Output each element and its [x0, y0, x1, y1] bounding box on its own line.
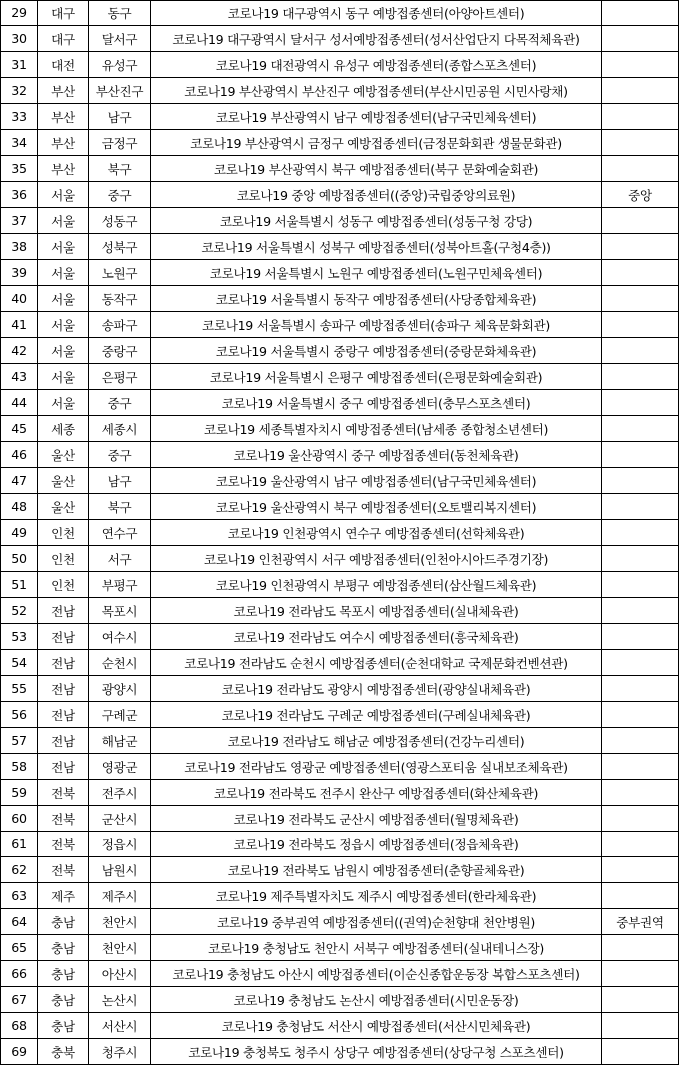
- center-type-cell: [602, 701, 679, 727]
- district-cell: 은평구: [89, 364, 151, 390]
- province-cell: 충남: [38, 1013, 89, 1039]
- row-number-cell: 68: [1, 1013, 38, 1039]
- center-name-cell: 코로나19 충청남도 서산시 예방접종센터(서산시민체육관): [151, 1013, 602, 1039]
- district-cell: 서구: [89, 545, 151, 571]
- province-cell: 전북: [38, 831, 89, 857]
- table-row: [1, 416, 679, 442]
- district-cell: 군산시: [89, 805, 151, 831]
- province-cell: 전남: [38, 597, 89, 623]
- province-cell: 전남: [38, 753, 89, 779]
- table-row: [1, 675, 679, 701]
- center-name-cell: 코로나19 부산광역시 부산진구 예방접종센터(부산시민공원 시민사랑채): [151, 78, 602, 104]
- province-cell: 서울: [38, 182, 89, 208]
- district-cell: 중구: [89, 182, 151, 208]
- center-type-cell: [602, 312, 679, 338]
- center-name-cell: 코로나19 제주특별자치도 제주시 예방접종센터(한라체육관): [151, 883, 602, 909]
- center-type-cell: [602, 597, 679, 623]
- center-type-cell: [602, 1039, 679, 1065]
- district-cell: 성동구: [89, 208, 151, 234]
- district-cell: 북구: [89, 156, 151, 182]
- row-number-cell: 58: [1, 753, 38, 779]
- district-cell: 연수구: [89, 519, 151, 545]
- center-type-cell: [602, 571, 679, 597]
- row-number-cell: 66: [1, 961, 38, 987]
- district-cell: 중랑구: [89, 338, 151, 364]
- center-type-cell: [602, 779, 679, 805]
- table-row: [1, 727, 679, 753]
- center-type-cell: [602, 416, 679, 442]
- table-row: [1, 52, 679, 78]
- center-name-cell: 코로나19 전라남도 순천시 예방접종센터(순천대학교 국제문화컨벤션관): [151, 649, 602, 675]
- province-cell: 서울: [38, 312, 89, 338]
- table-row: [1, 545, 679, 571]
- row-number-cell: 56: [1, 701, 38, 727]
- center-name-cell: 코로나19 대구광역시 달서구 성서예방접종센터(성서산업단지 다목적체육관): [151, 26, 602, 52]
- table-row: [1, 987, 679, 1013]
- center-name-cell: 코로나19 부산광역시 북구 예방접종센터(북구 문화예술회관): [151, 156, 602, 182]
- center-name-cell: 코로나19 인천광역시 부평구 예방접종센터(삼산월드체육관): [151, 571, 602, 597]
- center-name-cell: 코로나19 전라남도 여수시 예방접종센터(흥국체육관): [151, 623, 602, 649]
- center-name-cell: 코로나19 중앙 예방접종센터((중앙)국립중앙의료원): [151, 182, 602, 208]
- district-cell: 중구: [89, 441, 151, 467]
- row-number-cell: 46: [1, 441, 38, 467]
- center-name-cell: 코로나19 충청남도 천안시 서북구 예방접종센터(실내테니스장): [151, 935, 602, 961]
- row-number-cell: 37: [1, 208, 38, 234]
- district-cell: 남원시: [89, 857, 151, 883]
- province-cell: 충남: [38, 909, 89, 935]
- center-type-cell: [602, 26, 679, 52]
- province-cell: 대구: [38, 0, 89, 26]
- center-type-cell: [602, 935, 679, 961]
- center-name-cell: 코로나19 서울특별시 성동구 예방접종센터(성동구청 강당): [151, 208, 602, 234]
- center-name-cell: 코로나19 대전광역시 유성구 예방접종센터(종합스포츠센터): [151, 52, 602, 78]
- district-cell: 부평구: [89, 571, 151, 597]
- row-number-cell: 64: [1, 909, 38, 935]
- table-row: [1, 364, 679, 390]
- district-cell: 순천시: [89, 649, 151, 675]
- table-row: [1, 753, 679, 779]
- district-cell: 천안시: [89, 909, 151, 935]
- province-cell: 제주: [38, 883, 89, 909]
- row-number-cell: 50: [1, 545, 38, 571]
- district-cell: 북구: [89, 493, 151, 519]
- province-cell: 전남: [38, 649, 89, 675]
- province-cell: 서울: [38, 286, 89, 312]
- province-cell: 전북: [38, 857, 89, 883]
- center-name-cell: 코로나19 서울특별시 노원구 예방접종센터(노원구민체육센터): [151, 260, 602, 286]
- center-name-cell: 코로나19 대구광역시 동구 예방접종센터(아양아트센터): [151, 0, 602, 26]
- center-type-cell: [602, 493, 679, 519]
- row-number-cell: 57: [1, 727, 38, 753]
- center-type-cell: [602, 78, 679, 104]
- center-type-cell: [602, 286, 679, 312]
- table-row: [1, 78, 679, 104]
- row-number-cell: 62: [1, 857, 38, 883]
- row-number-cell: 67: [1, 987, 38, 1013]
- row-number-cell: 31: [1, 52, 38, 78]
- province-cell: 서울: [38, 364, 89, 390]
- table-row: [1, 312, 679, 338]
- center-type-cell: [602, 857, 679, 883]
- table-row: [1, 883, 679, 909]
- district-cell: 영광군: [89, 753, 151, 779]
- center-type-cell: [602, 390, 679, 416]
- center-name-cell: 코로나19 서울특별시 동작구 예방접종센터(사당종합체육관): [151, 286, 602, 312]
- row-number-cell: 32: [1, 78, 38, 104]
- center-name-cell: 코로나19 울산광역시 중구 예방접종센터(동천체육관): [151, 441, 602, 467]
- province-cell: 서울: [38, 208, 89, 234]
- province-cell: 서울: [38, 260, 89, 286]
- province-cell: 부산: [38, 78, 89, 104]
- row-number-cell: 48: [1, 493, 38, 519]
- province-cell: 부산: [38, 156, 89, 182]
- district-cell: 남구: [89, 467, 151, 493]
- district-cell: 성북구: [89, 234, 151, 260]
- province-cell: 전남: [38, 727, 89, 753]
- row-number-cell: 49: [1, 519, 38, 545]
- row-number-cell: 42: [1, 338, 38, 364]
- center-name-cell: 코로나19 서울특별시 성북구 예방접종센터(성북아트홀(구청4층)): [151, 234, 602, 260]
- province-cell: 울산: [38, 493, 89, 519]
- table-row: [1, 467, 679, 493]
- row-number-cell: 53: [1, 623, 38, 649]
- row-number-cell: 47: [1, 467, 38, 493]
- row-number-cell: 69: [1, 1039, 38, 1065]
- province-cell: 대전: [38, 52, 89, 78]
- center-name-cell: 코로나19 충청남도 논산시 예방접종센터(시민운동장): [151, 987, 602, 1013]
- province-cell: 충남: [38, 935, 89, 961]
- district-cell: 광양시: [89, 675, 151, 701]
- district-cell: 천안시: [89, 935, 151, 961]
- table-row: [1, 935, 679, 961]
- district-cell: 해남군: [89, 727, 151, 753]
- district-cell: 여수시: [89, 623, 151, 649]
- center-name-cell: 코로나19 울산광역시 북구 예방접종센터(오토밸리복지센터): [151, 493, 602, 519]
- table-row: [1, 182, 679, 208]
- table-row: [1, 701, 679, 727]
- center-name-cell: 코로나19 서울특별시 중구 예방접종센터(충무스포츠센터): [151, 390, 602, 416]
- row-number-cell: 61: [1, 831, 38, 857]
- center-type-cell: [602, 208, 679, 234]
- table-row: [1, 130, 679, 156]
- province-cell: 전남: [38, 623, 89, 649]
- center-name-cell: 코로나19 전라북도 정읍시 예방접종센터(정읍체육관): [151, 831, 602, 857]
- district-cell: 제주시: [89, 883, 151, 909]
- table-row: [1, 961, 679, 987]
- table-row: [1, 26, 679, 52]
- row-number-cell: 34: [1, 130, 38, 156]
- province-cell: 전북: [38, 805, 89, 831]
- row-number-cell: 51: [1, 571, 38, 597]
- province-cell: 부산: [38, 130, 89, 156]
- province-cell: 인천: [38, 571, 89, 597]
- center-type-cell: [602, 130, 679, 156]
- district-cell: 동구: [89, 0, 151, 26]
- center-type-cell: [602, 441, 679, 467]
- province-cell: 인천: [38, 519, 89, 545]
- row-number-cell: 44: [1, 390, 38, 416]
- center-name-cell: 코로나19 충청남도 아산시 예방접종센터(이순신종합운동장 복합스포츠센터): [151, 961, 602, 987]
- table-row: [1, 857, 679, 883]
- center-type-cell: [602, 805, 679, 831]
- district-cell: 노원구: [89, 260, 151, 286]
- province-cell: 울산: [38, 441, 89, 467]
- center-type-cell: [602, 0, 679, 26]
- row-number-cell: 29: [1, 0, 38, 26]
- district-cell: 금정구: [89, 130, 151, 156]
- center-type-cell: [602, 260, 679, 286]
- table-row: [1, 831, 679, 857]
- table-row: [1, 156, 679, 182]
- table-row: [1, 519, 679, 545]
- center-name-cell: 코로나19 인천광역시 연수구 예방접종센터(선학체육관): [151, 519, 602, 545]
- center-name-cell: 코로나19 전라남도 목포시 예방접종센터(실내체육관): [151, 597, 602, 623]
- table-row: [1, 779, 679, 805]
- row-number-cell: 65: [1, 935, 38, 961]
- center-type-cell: [602, 649, 679, 675]
- province-cell: 전북: [38, 779, 89, 805]
- district-cell: 아산시: [89, 961, 151, 987]
- center-name-cell: 코로나19 전라남도 구례군 예방접종센터(구례실내체육관): [151, 701, 602, 727]
- center-type-cell: [602, 234, 679, 260]
- center-name-cell: 코로나19 전라북도 전주시 완산구 예방접종센터(화산체육관): [151, 779, 602, 805]
- province-cell: 전남: [38, 675, 89, 701]
- center-type-cell: [602, 727, 679, 753]
- district-cell: 유성구: [89, 52, 151, 78]
- row-number-cell: 36: [1, 182, 38, 208]
- district-cell: 세종시: [89, 416, 151, 442]
- province-cell: 세종: [38, 416, 89, 442]
- center-type-cell: [602, 519, 679, 545]
- center-type-cell: [602, 961, 679, 987]
- table-row: [1, 1039, 679, 1065]
- center-type-cell: [602, 104, 679, 130]
- row-number-cell: 63: [1, 883, 38, 909]
- row-number-cell: 43: [1, 364, 38, 390]
- row-number-cell: 60: [1, 805, 38, 831]
- table-row: [1, 104, 679, 130]
- center-name-cell: 코로나19 부산광역시 금정구 예방접종센터(금정문화회관 생물문화관): [151, 130, 602, 156]
- center-name-cell: 코로나19 전라북도 군산시 예방접종센터(월명체육관): [151, 805, 602, 831]
- province-cell: 충북: [38, 1039, 89, 1065]
- table-row: [1, 493, 679, 519]
- center-name-cell: 코로나19 울산광역시 남구 예방접종센터(남구국민체육센터): [151, 467, 602, 493]
- row-number-cell: 55: [1, 675, 38, 701]
- center-type-cell: [602, 623, 679, 649]
- center-type-cell: [602, 1013, 679, 1039]
- province-cell: 부산: [38, 104, 89, 130]
- row-number-cell: 38: [1, 234, 38, 260]
- province-cell: 울산: [38, 467, 89, 493]
- center-name-cell: 코로나19 전라남도 해남군 예방접종센터(건강누리센터): [151, 727, 602, 753]
- center-type-cell: [602, 545, 679, 571]
- table-row: [1, 1013, 679, 1039]
- row-number-cell: 52: [1, 597, 38, 623]
- center-type-cell: [602, 831, 679, 857]
- center-name-cell: 코로나19 전라북도 남원시 예방접종센터(춘향골체육관): [151, 857, 602, 883]
- center-type-cell: 중앙: [602, 182, 679, 208]
- row-number-cell: 30: [1, 26, 38, 52]
- center-name-cell: 코로나19 세종특별자치시 예방접종센터(남세종 종합청소년센터): [151, 416, 602, 442]
- table-row: [1, 649, 679, 675]
- province-cell: 충남: [38, 961, 89, 987]
- table-row: [1, 286, 679, 312]
- table-row: [1, 597, 679, 623]
- center-name-cell: 코로나19 전라남도 광양시 예방접종센터(광양실내체육관): [151, 675, 602, 701]
- province-cell: 인천: [38, 545, 89, 571]
- center-name-cell: 코로나19 서울특별시 은평구 예방접종센터(은평문화예술회관): [151, 364, 602, 390]
- district-cell: 논산시: [89, 987, 151, 1013]
- row-number-cell: 41: [1, 312, 38, 338]
- table-row: [1, 623, 679, 649]
- district-cell: 달서구: [89, 26, 151, 52]
- table-row: [1, 441, 679, 467]
- center-type-cell: [602, 364, 679, 390]
- district-cell: 남구: [89, 104, 151, 130]
- district-cell: 서산시: [89, 1013, 151, 1039]
- center-type-cell: [602, 753, 679, 779]
- district-cell: 송파구: [89, 312, 151, 338]
- table-row: [1, 0, 679, 26]
- center-type-cell: [602, 338, 679, 364]
- district-cell: 청주시: [89, 1039, 151, 1065]
- table-body: [1, 0, 679, 1065]
- district-cell: 동작구: [89, 286, 151, 312]
- center-name-cell: 코로나19 충청북도 청주시 상당구 예방접종센터(상당구청 스포츠센터): [151, 1039, 602, 1065]
- center-type-cell: [602, 156, 679, 182]
- center-type-cell: [602, 675, 679, 701]
- table-row: [1, 338, 679, 364]
- table-row: [1, 390, 679, 416]
- row-number-cell: 35: [1, 156, 38, 182]
- district-cell: 구례군: [89, 701, 151, 727]
- row-number-cell: 40: [1, 286, 38, 312]
- province-cell: 서울: [38, 234, 89, 260]
- district-cell: 목포시: [89, 597, 151, 623]
- district-cell: 중구: [89, 390, 151, 416]
- center-name-cell: 코로나19 서울특별시 중랑구 예방접종센터(중랑문화체육관): [151, 338, 602, 364]
- province-cell: 전남: [38, 701, 89, 727]
- center-type-cell: 중부권역: [602, 909, 679, 935]
- table-row: [1, 909, 679, 935]
- row-number-cell: 54: [1, 649, 38, 675]
- row-number-cell: 33: [1, 104, 38, 130]
- center-type-cell: [602, 987, 679, 1013]
- center-name-cell: 코로나19 중부권역 예방접종센터((권역)순천향대 천안병원): [151, 909, 602, 935]
- province-cell: 충남: [38, 987, 89, 1013]
- center-type-cell: [602, 883, 679, 909]
- center-name-cell: 코로나19 부산광역시 남구 예방접종센터(남구국민체육센터): [151, 104, 602, 130]
- center-type-cell: [602, 52, 679, 78]
- province-cell: 대구: [38, 26, 89, 52]
- center-name-cell: 코로나19 서울특별시 송파구 예방접종센터(송파구 체육문화회관): [151, 312, 602, 338]
- district-cell: 정읍시: [89, 831, 151, 857]
- table-row: [1, 571, 679, 597]
- row-number-cell: 39: [1, 260, 38, 286]
- table-row: [1, 260, 679, 286]
- center-name-cell: 코로나19 인천광역시 서구 예방접종센터(인천아시아드주경기장): [151, 545, 602, 571]
- district-cell: 부산진구: [89, 78, 151, 104]
- district-cell: 전주시: [89, 779, 151, 805]
- row-number-cell: 59: [1, 779, 38, 805]
- table-row: [1, 208, 679, 234]
- province-cell: 서울: [38, 390, 89, 416]
- table-row: [1, 805, 679, 831]
- center-type-cell: [602, 467, 679, 493]
- province-cell: 서울: [38, 338, 89, 364]
- table-row: [1, 234, 679, 260]
- center-name-cell: 코로나19 전라남도 영광군 예방접종센터(영광스포티움 실내보조체육관): [151, 753, 602, 779]
- row-number-cell: 45: [1, 416, 38, 442]
